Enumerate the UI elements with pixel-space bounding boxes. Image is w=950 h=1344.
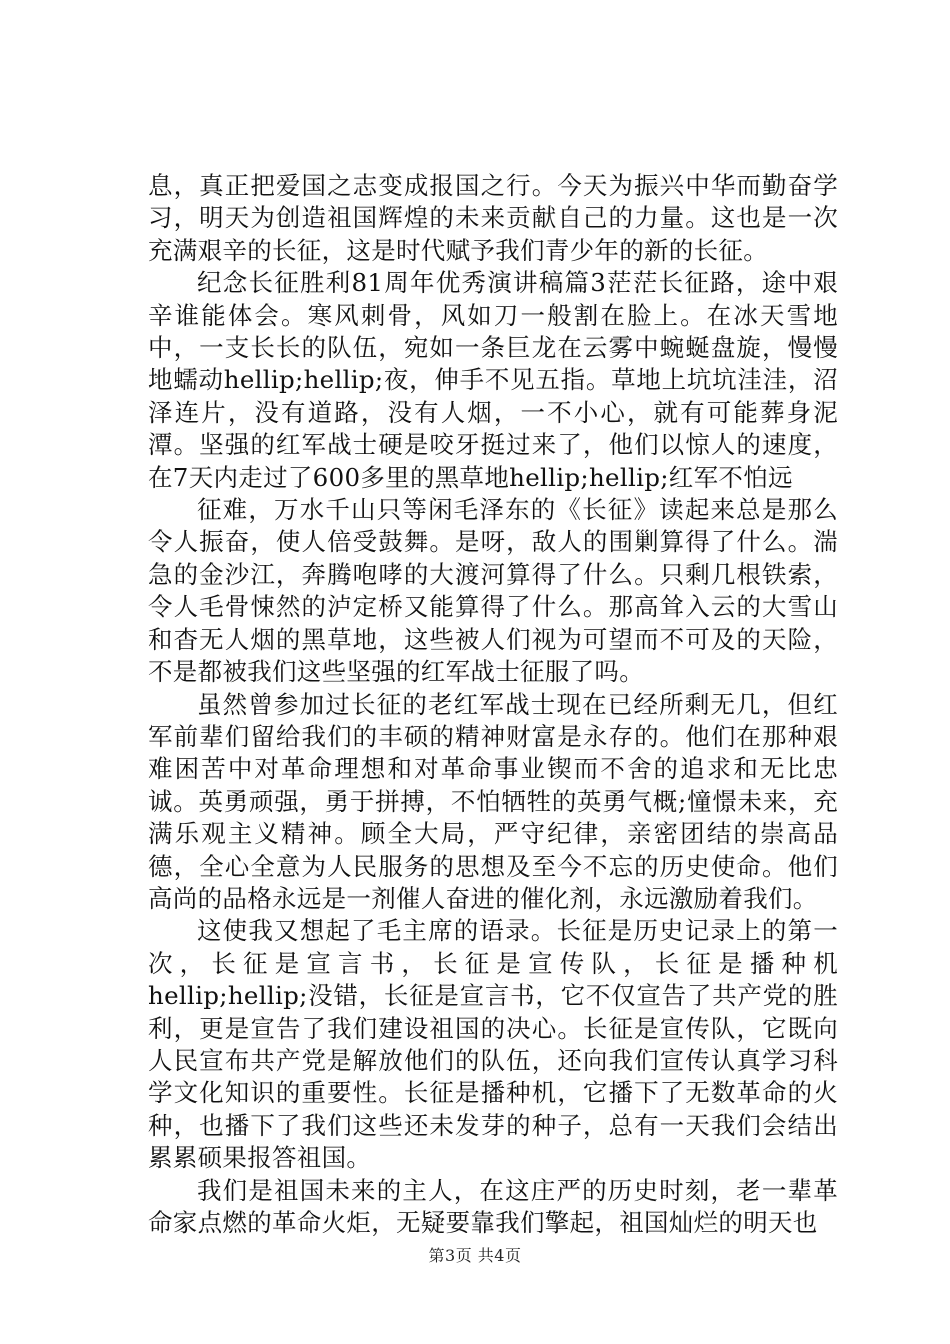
page-number-footer: 第3页 共4页 — [428, 1246, 522, 1265]
document-body — [148, 170, 838, 1239]
paragraph: 纪念长征胜利81周年优秀演讲稿篇3茫茫长征路，途中艰辛谁能体会。寒风刺骨，风如刀一般割在脸上。在冰天雪地中，一支长长的队伍，宛如一条巨龙在云雾中蜿蜒盘旋，慢慢地蠕动hellip;hellip;夜，伸手不见五指。草地上坑坑洼洼，沼泽连片，没有道路，没有人烟，一不小心，就有可能葬身泥潭。坚强的红军战士硬是咬牙挺过来了，他们以惊人的速度，在7天内走过了600多里的黑草地hellip;hellip;红军不怕远 — [148, 268, 838, 492]
paragraph: 虽然曾参加过长征的老红军战士现在已经所剩无几，但红军前辈们留给我们的丰硕的精神财富是永存的。他们在那种艰难困苦中对革命理想和对革命事业锲而不舍的追求和无比忠诚。英勇顽强，勇于拼搏，不怕牺牲的英勇气概;憧憬未来，充满乐观主义精神。顾全大局，严守纪律，亲密团结的崇高品德，全心全意为人民服务的思想及至今不忘的历史使命。他们高尚的品格永远是一剂催人奋进的催化剂，永远激励着我们。 — [148, 689, 838, 913]
paragraph-continuation: 息，真正把爱国之志变成报国之行。今天为振兴中华而勤奋学习，明天为创造祖国辉煌的未来贡献自己的力量。这也是一次充满艰辛的长征，这是时代赋予我们青少年的新的长征。 — [148, 171, 838, 265]
paragraph: 这使我又想起了毛主席的语录。长征是历史记录上的第一次，长征是宣言书，长征是宣传队，长征是播种机hellip;hellip;没错，长征是宣言书，它不仅宣告了共产党的胜利，更是宣告了我们建设祖国的决心。长征是宣传队，它既向人民宣布共产党是解放他们的队伍，还向我们宣传认真学习科学文化知识的重要性。长征是播种机，它播下了无数革命的火种，也播下了我们这些还未发芽的种子，总有一天我们会结出累累硕果报答祖国。 — [148, 916, 838, 1173]
paragraph: 征难，万水千山只等闲毛泽东的《长征》读起来总是那么令人振奋，使人倍受鼓舞。是呀，敌人的围剿算得了什么。湍急的金沙江，奔腾咆哮的大渡河算得了什么。只剩几根铁索，令人毛骨悚然的泸定桥又能算得了什么。那高耸入云的大雪山和杳无人烟的黑草地，这些被人们视为可望而不可及的天险，不是都被我们这些坚强的红军战士征服了吗。 — [148, 495, 838, 687]
paragraph: 我们是祖国未来的主人，在这庄严的历史时刻，老一辈革命家点燃的革命火炬，无疑要靠我们擎起，祖国灿烂的明天也 — [148, 1175, 838, 1237]
